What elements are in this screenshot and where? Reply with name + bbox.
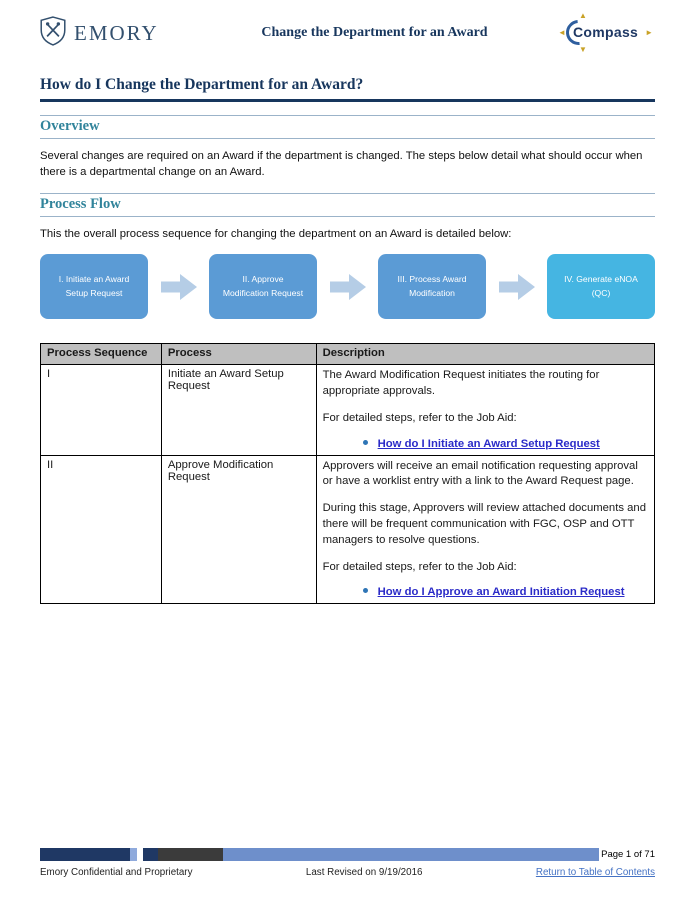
row1-desc-para1: The Award Modification Request initiates the routing for appropriate approvals. [322, 369, 600, 397]
footer-bar-segment-blue [223, 848, 599, 861]
process-flow-intro: This the overall process sequence for changing the department on an Award is detailed below: [40, 227, 512, 240]
table-row [41, 365, 655, 455]
flow-arrow-1 [148, 274, 209, 300]
emory-shield-icon [40, 16, 66, 51]
compass-wordmark: Compass [573, 24, 639, 40]
flow-step-4-line2: (QC) [591, 287, 611, 298]
flow-step-2-line2: Modification Request [222, 287, 304, 298]
jobaid-link-initiate-award-setup[interactable]: How do I Initiate an Award Setup Request [377, 437, 600, 450]
flow-step-1-line1: I. Initiate an Award [58, 274, 130, 285]
compass-arrow-right-icon: ► [645, 28, 653, 37]
table-row [41, 455, 655, 604]
column-header-process: Process [161, 344, 316, 365]
emory-logo [40, 16, 190, 51]
compass-arrow-up-icon: ▲ [579, 11, 587, 20]
jobaid-link-approve-award-initiation[interactable]: How do I Approve an Award Initiation Request [377, 586, 625, 599]
row1-bullet-item [323, 438, 646, 450]
right-arrow-icon [161, 274, 197, 300]
confidential-label: Emory Confidential and Proprietary [40, 867, 193, 878]
compass-logo [559, 11, 655, 55]
process-flow-diagram [40, 254, 655, 319]
row2-process: Approve Modification Request [161, 455, 316, 604]
flow-step-1 [40, 254, 148, 319]
flow-step-3-line1: III. Process Award [397, 274, 467, 285]
flow-step-4-line1: IV. Generate eNOA [564, 274, 638, 285]
row2-desc-para2: During this stage, Approvers will review attached documents and there will be frequent communication with FGC, OSP and OTT managers to resolve questions. [322, 502, 646, 546]
flow-arrow-2 [317, 274, 378, 300]
table-header-row [41, 344, 655, 365]
flow-step-4 [547, 254, 655, 319]
overview-section-header [40, 115, 655, 139]
right-arrow-icon [330, 274, 366, 300]
footer-bar-segment-lightblue [130, 848, 138, 861]
footer-bar-segment-navy-small [143, 848, 158, 861]
page-footer [0, 848, 695, 878]
emory-wordmark: EMORY [74, 20, 159, 45]
row1-desc-para2: For detailed steps, refer to the Job Aid: [322, 411, 517, 424]
page-title: How do I Change the Department for an Award? [40, 76, 655, 102]
footer-bar-segment-gray [158, 848, 223, 861]
document-title: Change the Department for an Award [261, 25, 488, 40]
page-number-label: Page 1 of 71 [601, 849, 655, 860]
row2-description [316, 455, 654, 604]
footer-bar-segment-navy [40, 848, 130, 861]
flow-arrow-3 [486, 274, 547, 300]
bullet-icon [363, 440, 368, 445]
column-header-process-sequence: Process Sequence [41, 344, 162, 365]
document-header [40, 10, 655, 56]
flow-step-2-line1: II. Approve [242, 274, 284, 285]
flow-step-1-line2: Setup Request [65, 287, 123, 298]
compass-arrow-down-icon: ▼ [579, 45, 587, 54]
overview-heading: Overview [40, 118, 100, 134]
footer-text-row [40, 867, 655, 878]
flow-step-2 [209, 254, 317, 319]
row2-desc-para1: Approvers will receive an email notification requesting approval or have a worklist entry with a link to the Award Request page. [322, 459, 638, 488]
footer-bar-row [40, 848, 655, 861]
row2-bullet-item [323, 586, 646, 598]
process-flow-section-header [40, 193, 655, 217]
process-flow-heading: Process Flow [40, 195, 121, 212]
overview-body: Several changes are required on an Award if the department is changed. The steps below detail what should occur when there is a departmental change on an Award. [40, 150, 643, 179]
flow-step-3-line2: Modification [409, 287, 455, 298]
bullet-icon [363, 588, 368, 593]
row2-desc-para3: For detailed steps, refer to the Job Aid: [322, 560, 517, 573]
flow-step-3 [378, 254, 486, 319]
right-arrow-icon [499, 274, 535, 300]
row1-process: Initiate an Award Setup Request [161, 365, 316, 455]
row1-description [316, 365, 654, 455]
process-table [40, 343, 655, 604]
row1-sequence: I [41, 365, 162, 455]
row2-sequence: II [41, 455, 162, 604]
column-header-description: Description [316, 344, 654, 365]
compass-arrow-left-icon: ◄ [558, 28, 566, 37]
return-to-toc-link[interactable]: Return to Table of Contents [535, 867, 655, 878]
last-revised-label: Last Revised on 9/19/2016 [305, 867, 423, 878]
